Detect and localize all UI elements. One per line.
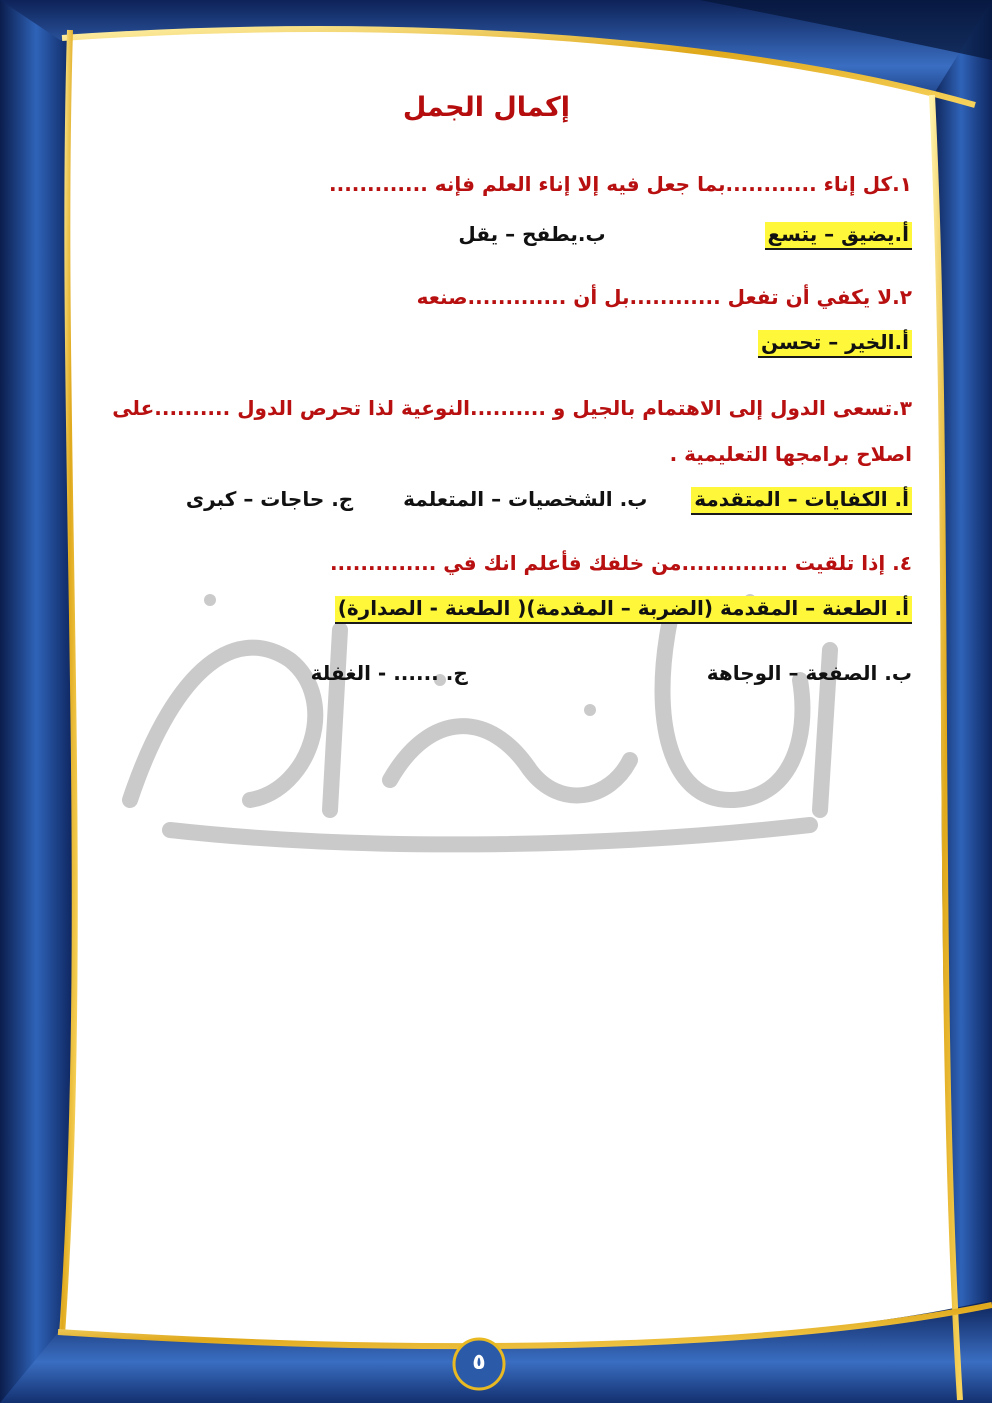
question-3-line-2: اصلاح برامجها التعليمية . [669,442,912,466]
page-number-badge [452,1337,506,1391]
option-b: ب.يطفح – يقل [458,222,606,246]
option-a: أ.الخير – تحسن [758,330,912,358]
question-1-options [458,222,912,250]
option-b: ب. الشخصيات – المتعلمة [403,487,648,511]
option-c: ج. ...... - الغفلة [310,661,468,685]
option-a: أ. الطعنة – المقدمة (الضربة – المقدمة)( الطعنة - الصدارة) [335,596,912,624]
page-number: ٥ [472,1350,486,1375]
question-4-options-bc [311,661,912,685]
question-3-options [186,487,912,515]
question-3-line-1: ٣.تسعى الدول إلى الاهتمام بالجيل و ..........النوعية لذا تحرص الدول ..........على [112,396,912,420]
question-2-options [758,330,912,358]
question-4: ٤. إذا تلقيت ..............من خلفك فأعلم انك في .............. [329,551,912,575]
question-1: ١.كل إناء ............بما جعل فيه إلا إناء العلم فإنه ............. [329,172,912,196]
option-b: ب. الصفعة – الوجاهة [706,661,912,685]
question-2: ٢.لا يكفي أن تفعل ............بل أن .............صنعه [416,285,912,309]
page-title: إكمال الجمل [402,92,570,123]
question-4-option-a-row [335,596,912,624]
option-c: ج. حاجات – كبرى [185,487,354,511]
option-a: أ. الكفايات – المتقدمة [691,487,912,515]
option-a: أ.يضيق – يتسع [765,222,912,250]
